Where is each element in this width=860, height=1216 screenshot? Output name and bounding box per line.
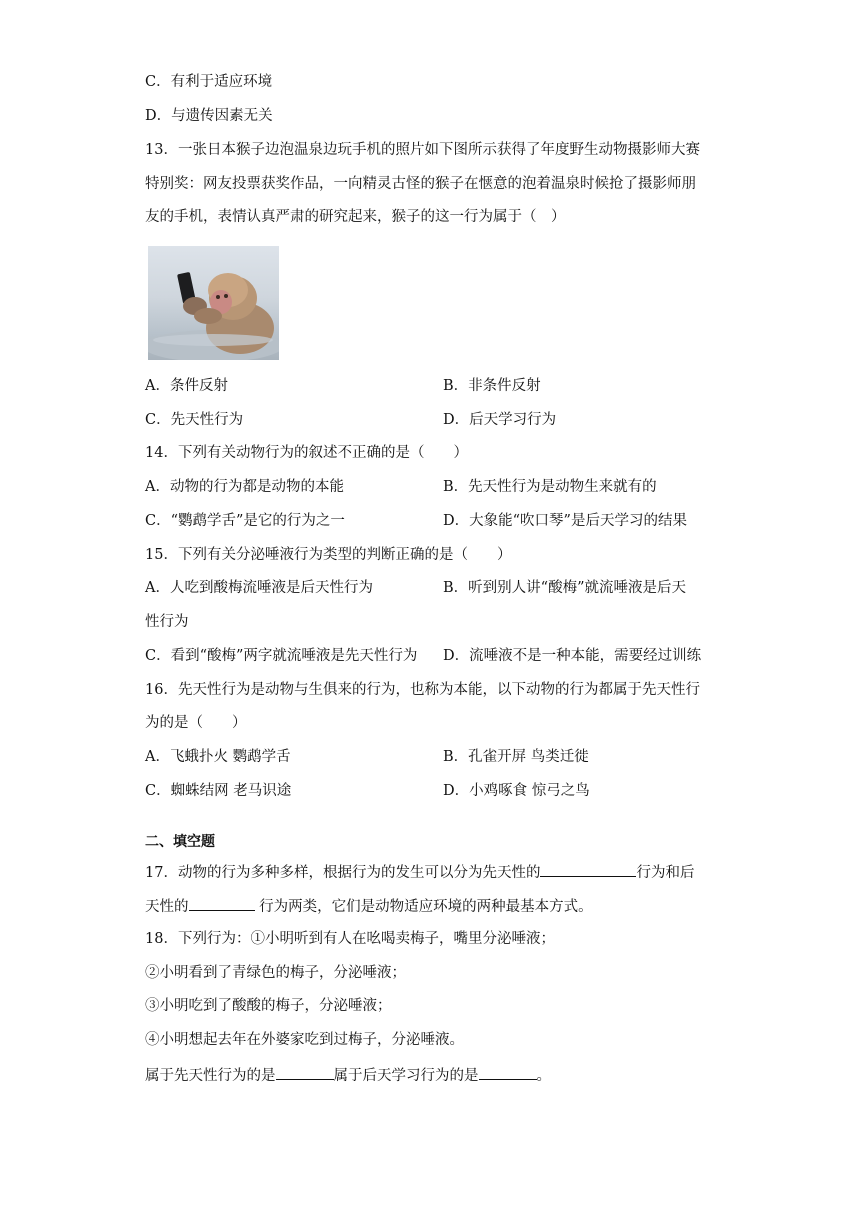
question-15-text: 15．下列有关分泌唾液行为类型的判断正确的是（ ） xyxy=(145,547,512,563)
q15-option-b-cont: 性行为 xyxy=(145,614,189,630)
q16-option-d: D．小鸡啄食 惊弓之鸟 xyxy=(443,783,590,799)
question-13-text: 特别奖：网友投票获奖作品，一向精灵古怪的猴子在惬意的泡着温泉时候抢了摄影师朋 xyxy=(145,176,696,192)
question-16-text: 16．先天性行为是动物与生俱来的行为，也称为本能，以下动物的行为都属于先天性行 xyxy=(145,682,700,698)
q14-option-c: C．“鹦鹉学舌”是它的行为之一 xyxy=(145,513,345,529)
q13-option-a: A．条件反射 xyxy=(145,378,228,394)
question-18-item: ②小明看到了青绿色的梅子，分泌唾液； xyxy=(145,965,406,981)
question-18-item: ④小明想起去年在外婆家吃到过梅子，分泌唾液。 xyxy=(145,1032,464,1048)
question-18-item: ③小明吃到了酸酸的梅子，分泌唾液； xyxy=(145,998,392,1014)
monkey-with-phone-photo xyxy=(148,246,279,360)
question-13-text: 13．一张日本猴子边泡温泉边玩手机的照片如下图所示获得了年度野生动物摄影师大赛 xyxy=(145,142,700,158)
q15-option-d: D．流唾液不是一种本能，需要经过训练 xyxy=(443,648,702,664)
option-c-line: C．有利于适应环境 xyxy=(145,74,273,90)
q14-option-d: D．大象能“吹口琴”是后天学习的结果 xyxy=(443,513,687,529)
q16-option-a: A．飞蛾扑火 鹦鹉学舌 xyxy=(145,749,291,765)
fill-blank[interactable] xyxy=(479,1064,537,1080)
q15-option-a: A．人吃到酸梅流唾液是后天性行为 xyxy=(145,580,373,596)
question-17-line1: 17．动物的行为多种多样，根据行为的发生可以分为先天性的 行为和后 xyxy=(145,861,694,883)
q14-option-a: A．动物的行为都是动物的本能 xyxy=(145,479,344,495)
fill-blank[interactable] xyxy=(189,895,255,911)
question-18-text: 18．下列行为：①小明听到有人在吆喝卖梅子，嘴里分泌唾液； xyxy=(145,931,555,947)
question-13-text: 友的手机，表情认真严肃的研究起来，猴子的这一行为属于（ ） xyxy=(145,209,566,225)
option-d-line: D．与遗传因素无关 xyxy=(145,108,273,124)
question-18-answer-line: 属于先天性行为的是 属于后天学习行为的是 。 xyxy=(145,1064,551,1086)
q13-option-d: D．后天学习行为 xyxy=(443,412,557,428)
question-17-line2: 天性的 行为两类，它们是动物适应环境的两种最基本方式。 xyxy=(145,895,593,917)
q16-option-c: C．蜘蛛结网 老马识途 xyxy=(145,783,292,799)
fill-blank[interactable] xyxy=(540,861,636,877)
question-16-text: 为的是（ ） xyxy=(145,715,247,731)
section-heading: 二、填空题 xyxy=(145,834,215,850)
q13-option-c: C．先天性行为 xyxy=(145,412,244,428)
q15-option-c: C．看到“酸梅”两字就流唾液是先天性行为 xyxy=(145,648,418,664)
q13-option-b: B．非条件反射 xyxy=(443,378,541,394)
q15-option-b: B．听到别人讲“酸梅”就流唾液是后天 xyxy=(443,580,686,596)
fill-blank[interactable] xyxy=(276,1064,334,1080)
q14-option-b: B．先天性行为是动物生来就有的 xyxy=(443,479,657,495)
question-14-text: 14．下列有关动物行为的叙述不正确的是（ ） xyxy=(145,445,468,461)
q16-option-b: B．孔雀开屏 鸟类迁徙 xyxy=(443,749,589,765)
